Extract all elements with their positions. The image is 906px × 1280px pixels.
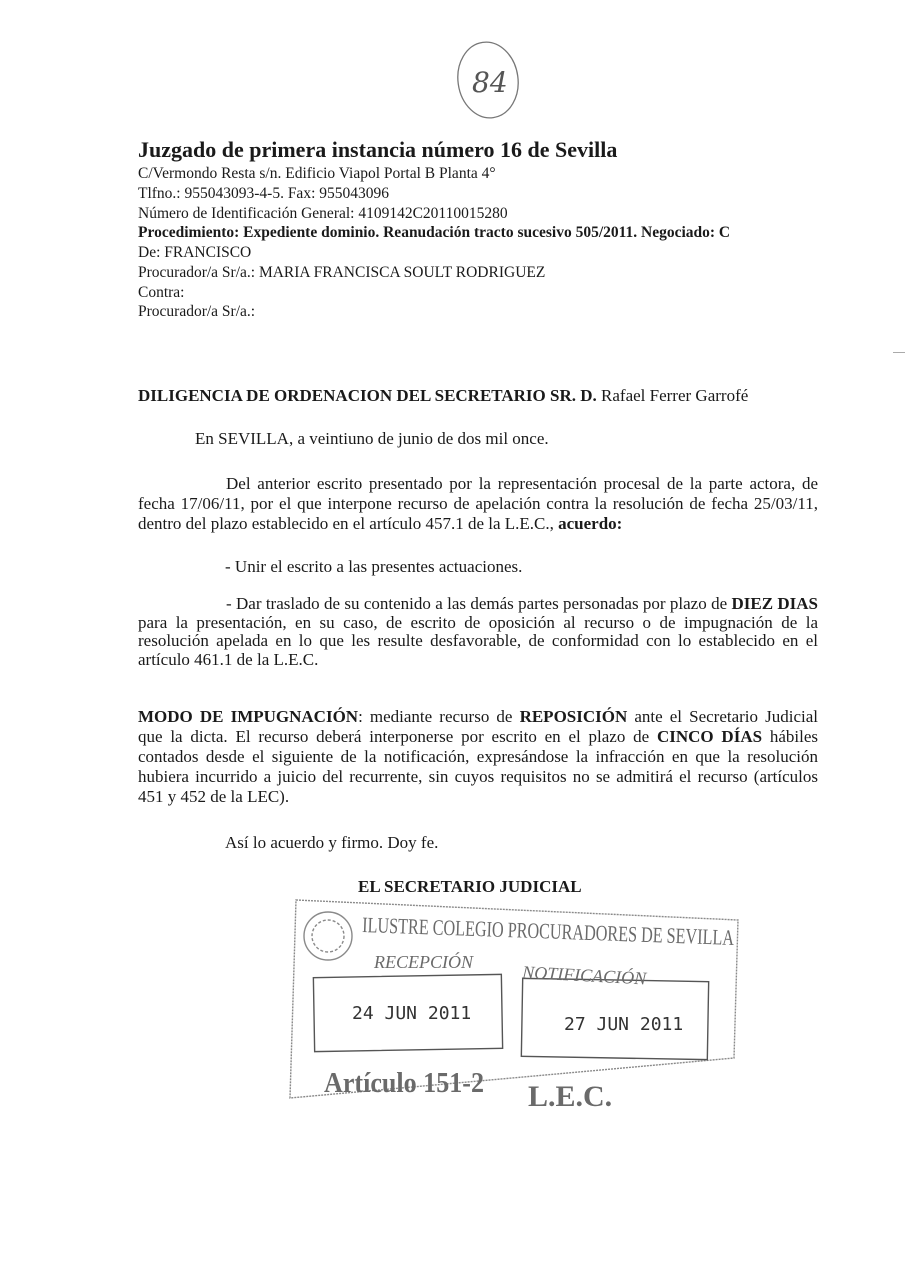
procedure-line: Procedimiento: Expediente dominio. Reanudación tracto sucesivo 505/2011. Negociado: C: [138, 224, 731, 241]
diez-dias: DIEZ DIAS: [731, 594, 819, 613]
received-date: 24 JUN 2011: [352, 1003, 472, 1024]
stamp-law: L.E.C.: [528, 1080, 613, 1113]
paragraph-escrito: [138, 474, 818, 534]
received-label: RECEPCIÓN: [374, 952, 473, 972]
order-item-2-text-b: para la presentación, en su caso, de escrito de oposición al recurso o de impugnación de la resolución apelada en lo que les resulte desfavorable, de conformidad con lo establecido en el artículo 461.1 de la L.E.C.: [138, 612, 818, 669]
reposicion-label: REPOSICIÓN: [519, 707, 628, 726]
impugnacion-text-2: ante el Secretario Judicial que la dicta. El recurso deberá interponerse por escrito en el plazo de: [138, 707, 818, 746]
impugnacion-text-3: hábiles contados desde el siguiente de la notificación, expresándose la infracción en que la resolución hubiera incurrido a juicio del recurrente, sin cuyos requisitos no se admitirá el recurso (artículos 451 y 452 de la LEC).: [138, 727, 819, 806]
notified-date: 27 JUN 2011: [564, 1014, 684, 1035]
court-title: Juzgado de primera instancia número 16 de Sevilla: [138, 137, 618, 162]
notified-label: NOTIFICACIÓN: [521, 962, 647, 989]
paragraph-escrito-text: Del anterior escrito presentado por la representación procesal de la parte actora, de fecha 17/06/11, por el que interpone recurso de apelación contra la resolución de fecha 25/03/11, dentro del plazo establecido en el artículo 457.1 de la L.E.C.,: [138, 474, 818, 533]
closing-statement: Así lo acuerdo y firmo. Doy fe.: [225, 833, 439, 852]
order-item-2-text-a: - Dar traslado de su contenido a las demás partes personadas por plazo de: [226, 594, 732, 613]
order-item-1: - Unir el escrito a las presentes actuaciones.: [225, 557, 523, 576]
cinco-dias: CINCO DÍAS: [656, 727, 763, 746]
plaintiff-line: De: FRANCISCO: [138, 244, 252, 261]
acuerdo-label: acuerdo:: [558, 514, 623, 533]
handwritten-page-number: [452, 36, 526, 126]
stamp-article: Artículo 151-2: [324, 1068, 484, 1099]
impugnacion-text-1: : mediante recurso de: [358, 707, 520, 726]
general-id-number: Número de Identificación General: 4109142C20110015280: [138, 205, 508, 222]
place-date: En SEVILLA, a veintiuno de junio de dos mil once.: [195, 429, 549, 448]
court-phones: Tlfno.: 955043093-4-5. Fax: 955043096: [138, 185, 389, 202]
diligencia-heading: [138, 386, 748, 406]
impugnacion-paragraph: [138, 707, 818, 807]
svg-text:84: 84: [472, 66, 508, 99]
bar-association-crest-icon: [304, 912, 352, 960]
order-item-2: [138, 595, 818, 669]
reception-stamp: [282, 888, 869, 1113]
court-address: C/Vermondo Resta s/n. Edificio Viapol Portal B Planta 4°: [138, 165, 496, 182]
plaintiff-attorney-line: Procurador/a Sr/a.: MARIA FRANCISCA SOULT RODRIGUEZ: [138, 264, 546, 281]
margin-mark: [893, 352, 905, 353]
defendant-line: Contra:: [138, 284, 185, 301]
diligencia-title: DILIGENCIA DE ORDENACION DEL SECRETARIO SR. D.: [138, 386, 597, 405]
impugnacion-label: MODO DE IMPUGNACIÓN: [138, 707, 359, 726]
signer-title: EL SECRETARIO JUDICIAL: [358, 877, 582, 896]
defendant-attorney-line: Procurador/a Sr/a.:: [138, 303, 256, 320]
stamp-organization: ILUSTRE COLEGIO PROCURADORES DE SEVILLA: [361, 912, 869, 955]
secretary-name: Rafael Ferrer Garrofé: [601, 386, 749, 405]
